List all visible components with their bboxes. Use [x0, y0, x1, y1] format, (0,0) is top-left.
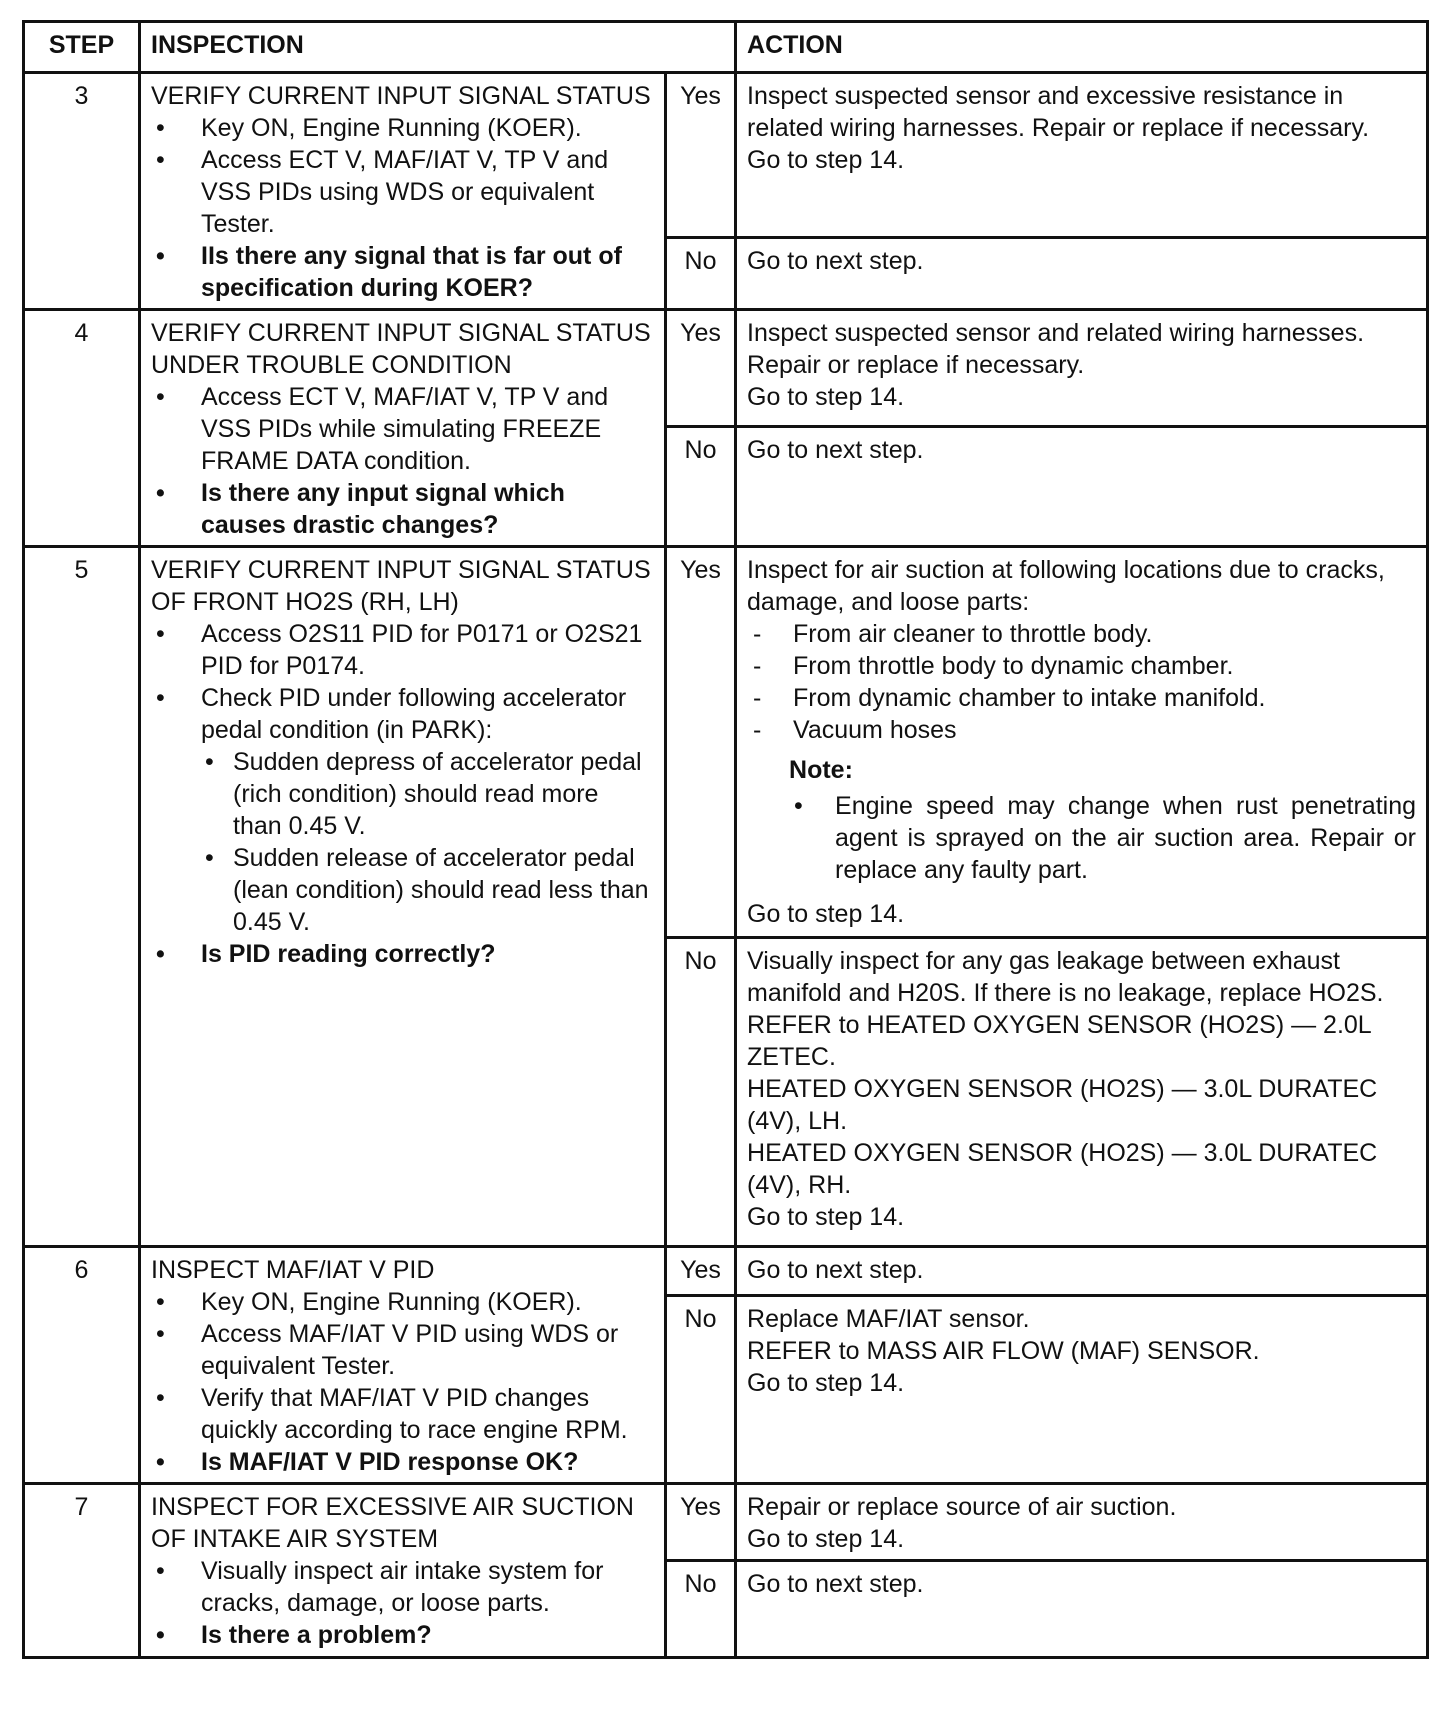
- yes-label: Yes: [666, 547, 736, 938]
- yes-action: [736, 547, 1428, 938]
- action-text: Go to step 14.: [747, 1525, 905, 1553]
- inspection-header: INSPECTION: [140, 22, 736, 73]
- note-label: Note:: [789, 756, 853, 784]
- inspection-cell: [140, 73, 666, 310]
- action-text: Go to step 14.: [747, 1368, 905, 1397]
- yes-action: [736, 1247, 1428, 1296]
- yes-label: Yes: [666, 1247, 736, 1296]
- bullet-item: • Access ECT V, MAF/IAT V, TP V and VSS PIDs using WDS or equivalent Tester.: [151, 144, 654, 240]
- bullet-item: • Key ON, Engine Running (KOER).: [151, 112, 654, 144]
- step-number: 4: [24, 310, 140, 547]
- yes-action: [736, 1484, 1428, 1561]
- action-text: Inspect for air suction at following locations due to cracks, damage, and loose parts:: [747, 556, 1385, 616]
- bullet-item: • Visually inspect air intake system for cracks, damage, or loose parts.: [151, 1555, 654, 1619]
- inspection-question: • Is PID reading correctly?: [151, 938, 654, 970]
- no-action: [736, 938, 1428, 1247]
- sub-bullet-item: • Sudden depress of accelerator pedal (rich condition) should read more than 0.45 V.: [201, 746, 654, 842]
- location-item: - From dynamic chamber to intake manifold.: [747, 682, 1416, 714]
- inspection-question: • IIs there any signal that is far out of specification during KOER?: [151, 240, 654, 304]
- no-label: No: [666, 938, 736, 1247]
- no-action: [736, 238, 1428, 310]
- step-header: STEP: [24, 22, 140, 73]
- no-action: [736, 1295, 1428, 1483]
- yes-action: [736, 310, 1428, 427]
- step-row-3-yes: [24, 73, 1428, 238]
- bullet-item: • Key ON, Engine Running (KOER).: [151, 1286, 654, 1318]
- inspection-title: VERIFY CURRENT INPUT SIGNAL STATUS UNDER TROUBLE CONDITION: [151, 319, 651, 379]
- inspection-bullets: [151, 1286, 654, 1478]
- yes-label: Yes: [666, 1484, 736, 1561]
- action-text: Go to step 14.: [747, 1203, 905, 1231]
- step-number: 3: [24, 73, 140, 310]
- inspection-title: VERIFY CURRENT INPUT SIGNAL STATUS: [151, 82, 651, 110]
- action-text: Go to next step.: [747, 1256, 924, 1284]
- action-text: Go to step 14.: [747, 383, 905, 411]
- inspection-cell: [140, 1484, 666, 1658]
- inspection-bullets: [151, 618, 654, 970]
- note-block: [789, 754, 1416, 886]
- inspection-question: • Is MAF/IAT V PID response OK?: [151, 1446, 654, 1478]
- inspection-cell: [140, 1247, 666, 1484]
- inspection-cell: [140, 547, 666, 1247]
- bullet-item: [151, 682, 654, 938]
- step-number: 5: [24, 547, 140, 1247]
- yes-action: [736, 73, 1428, 238]
- action-text: HEATED OXYGEN SENSOR (HO2S) — 3.0L DURATEC (4V), RH.: [747, 1139, 1378, 1199]
- no-label: No: [666, 427, 736, 547]
- action-text: REFER to HEATED OXYGEN SENSOR (HO2S) — 2.0L ZETEC.: [747, 1011, 1371, 1071]
- location-list: [747, 618, 1416, 746]
- note-item: • Engine speed may change when rust penetrating agent is sprayed on the air suction area. Repair or replace any faulty part.: [789, 790, 1416, 886]
- no-label: No: [666, 1295, 736, 1483]
- location-item: - Vacuum hoses: [747, 714, 1416, 746]
- action-text: Go to next step.: [747, 436, 924, 465]
- no-action: [736, 427, 1428, 547]
- action-text: REFER to MASS AIR FLOW (MAF) SENSOR.: [747, 1336, 1260, 1365]
- action-header: ACTION: [736, 22, 1428, 73]
- bullet-item: • Access O2S11 PID for P0171 or O2S21 PID for P0174.: [151, 618, 654, 682]
- location-item: - From air cleaner to throttle body.: [747, 618, 1416, 650]
- step-row-7-yes: [24, 1484, 1428, 1561]
- bullet-item: • Access MAF/IAT V PID using WDS or equivalent Tester.: [151, 1318, 654, 1382]
- action-text: Go to step 14.: [747, 900, 905, 928]
- sub-bullets: [201, 746, 654, 938]
- yes-label: Yes: [666, 310, 736, 427]
- step-number: 6: [24, 1247, 140, 1484]
- no-label: No: [666, 1561, 736, 1658]
- inspection-question: • Is there a problem?: [151, 1619, 654, 1651]
- inspection-bullets: [151, 112, 654, 304]
- action-text: Go to next step.: [747, 247, 924, 276]
- action-text: Replace MAF/IAT sensor.: [747, 1304, 1030, 1333]
- action-text: Inspect suspected sensor and related wiring harnesses. Repair or replace if necessary.: [747, 319, 1365, 379]
- action-text: Inspect suspected sensor and excessive resistance in related wiring harnesses. Repair or replace if necessary.: [747, 82, 1370, 142]
- inspection-title: INSPECT MAF/IAT V PID: [151, 1256, 435, 1284]
- action-text: Repair or replace source of air suction.: [747, 1493, 1177, 1521]
- bullet-text: Check PID under following accelerator pedal condition (in PARK):: [201, 684, 627, 744]
- yes-label: Yes: [666, 73, 736, 238]
- header-row: [24, 22, 1428, 73]
- action-text: Go to step 14.: [747, 146, 905, 174]
- action-text: Visually inspect for any gas leakage between exhaust manifold and H20S. If there is no leakage, replace HO2S.: [747, 947, 1384, 1007]
- inspection-title: INSPECT FOR EXCESSIVE AIR SUCTION OF INTAKE AIR SYSTEM: [151, 1493, 634, 1553]
- step-row-5-yes: [24, 547, 1428, 938]
- inspection-cell: [140, 310, 666, 547]
- action-text: HEATED OXYGEN SENSOR (HO2S) — 3.0L DURATEC (4V), LH.: [747, 1075, 1378, 1135]
- bullet-item: • Access ECT V, MAF/IAT V, TP V and VSS PIDs while simulating FREEZE FRAME DATA condition.: [151, 381, 654, 477]
- location-item: - From throttle body to dynamic chamber.: [747, 650, 1416, 682]
- no-label: No: [666, 238, 736, 310]
- action-text: Go to next step.: [747, 1570, 924, 1598]
- sub-bullet-item: • Sudden release of accelerator pedal (lean condition) should read less than 0.45 V.: [201, 842, 654, 938]
- inspection-bullets: [151, 381, 654, 541]
- step-row-6-yes: [24, 1247, 1428, 1296]
- step-row-4-yes: [24, 310, 1428, 427]
- inspection-question: • Is there any input signal which causes drastic changes?: [151, 477, 654, 541]
- no-action: [736, 1561, 1428, 1658]
- diagnostic-table: [22, 20, 1429, 1659]
- bullet-item: • Verify that MAF/IAT V PID changes quickly according to race engine RPM.: [151, 1382, 654, 1446]
- note-list: [789, 790, 1416, 886]
- inspection-bullets: [151, 1555, 654, 1651]
- inspection-title: VERIFY CURRENT INPUT SIGNAL STATUS OF FRONT HO2S (RH, LH): [151, 556, 651, 616]
- step-number: 7: [24, 1484, 140, 1658]
